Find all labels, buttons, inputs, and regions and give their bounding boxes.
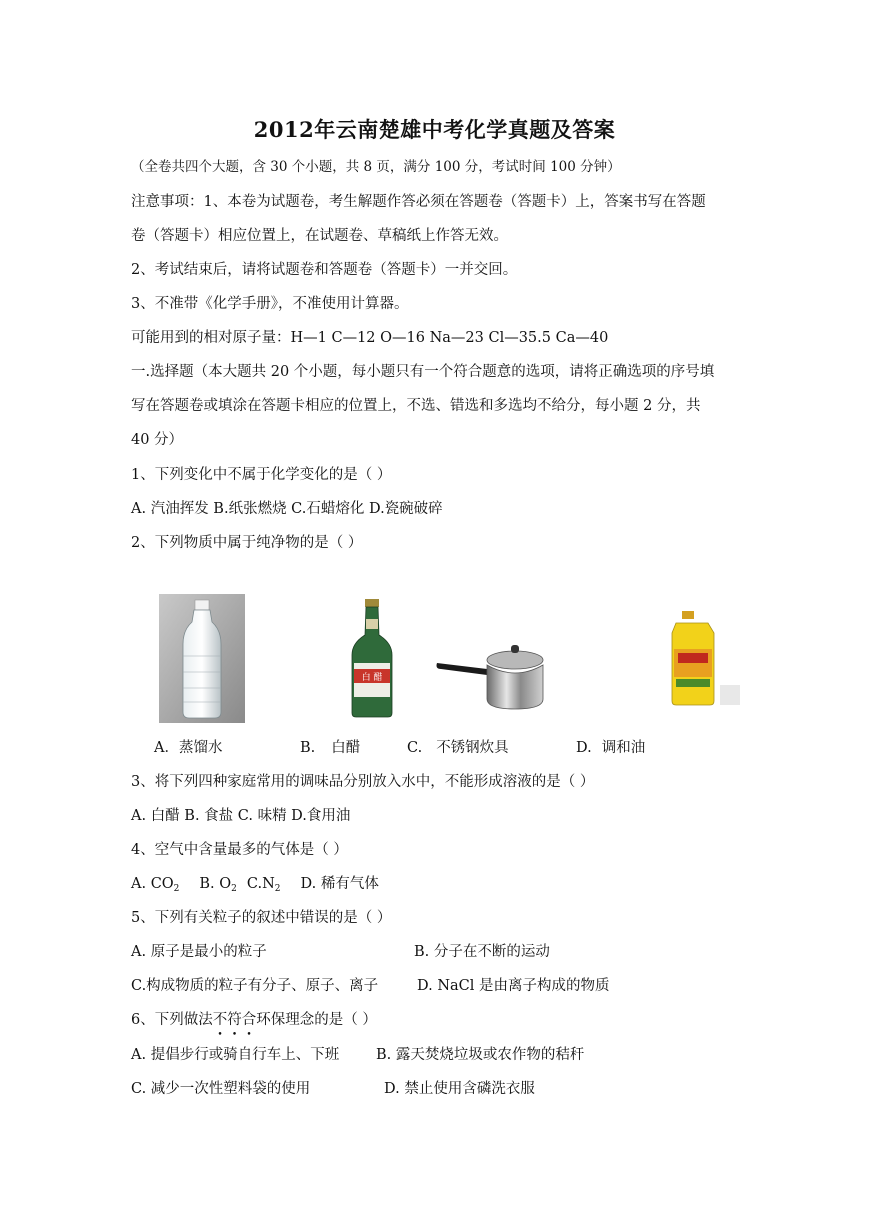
q2-option-c [407, 738, 509, 758]
q4-option-a: A. CO [131, 876, 174, 892]
vinegar-bottle-image [346, 597, 398, 719]
section1-line-3: 40 分） [131, 432, 184, 448]
q6-option-c: C. 减少一次性塑料袋的使用 [131, 1081, 311, 1097]
q4-option-a-sub: 2 [173, 884, 180, 894]
q4-stem: 4、空气中含量最多的气体是（ ） [131, 842, 348, 858]
q6-stem-emphasis-3: 合 [241, 1012, 257, 1028]
exam-info: （全卷共四个大题，含 30 个小题，共 8 页，满分 100 分，考试时间 100 分钟） [131, 159, 621, 175]
q2-option-b [300, 738, 360, 758]
water-bottle-image [159, 594, 245, 723]
svg-text:白 醋: 白 醋 [361, 673, 383, 683]
q4-option-b: B. O [199, 876, 232, 892]
q2-option-b-letter: B. [300, 740, 316, 756]
q2-option-a-text: 蒸馏水 [178, 740, 223, 756]
cooking-oil-image [668, 609, 740, 707]
q5-option-b: B. 分子在不断的运动 [414, 944, 550, 960]
q2-option-c-letter: C. [407, 740, 423, 756]
q2-option-d [576, 738, 645, 758]
q2-option-c-text: 不锈钢炊具 [436, 740, 509, 756]
atomic-masses: 可能用到的相对原子量：H—1 C—12 O—16 Na—23 Cl—35.5 Ca—40 [131, 330, 609, 346]
q2-option-a-letter: A． [154, 740, 179, 756]
q6-stem [131, 1010, 377, 1030]
q2-option-b-text: 白醋 [331, 740, 361, 756]
page-title: 2012年云南楚雄中考化学真题及答案 [253, 117, 616, 142]
saucepan-image [433, 639, 548, 713]
q4-option-c-sub: 2 [274, 884, 281, 894]
q5-stem: 5、下列有关粒子的叙述中错误的是（ ） [131, 910, 392, 926]
q2-option-d-letter: D. [576, 740, 592, 756]
section1-line-2: 写在答题卷或填涂在答题卡相应的位置上，不选、错选和多选均不给分，每小题 2 分，共 [131, 398, 701, 414]
notice-line-4: 3、不准带《化学手册》，不准使用计算器。 [131, 296, 409, 312]
q2-option-a [154, 738, 222, 758]
q4-option-d: D. 稀有气体 [300, 876, 379, 892]
notice-line-3: 2、考试结束后，请将试题卷和答题卷（答题卡）一并交回。 [131, 262, 518, 278]
notice-line-2: 卷（答题卡）相应位置上，在试题卷、草稿纸上作答无效。 [131, 228, 508, 244]
q5-option-d: D. NaCl 是由离子构成的物质 [417, 978, 610, 994]
q6-option-b: B. 露天焚烧垃圾或农作物的秸秆 [376, 1047, 585, 1063]
q2-stem: 2、下列物质中属于纯净物的是（ ） [131, 535, 363, 551]
notice-line-1: 注意事项：1、本卷为试题卷，考生解题作答必须在答题卷（答题卡）上，答案书写在答题 [131, 194, 706, 210]
q6-option-a: A. 提倡步行或骑自行车上、下班 [131, 1047, 340, 1063]
q4-options [131, 874, 379, 899]
q1-stem: 1、下列变化中不属于化学变化的是（ ） [131, 467, 392, 483]
q6-stem-pre: 6、下列做法 [131, 1012, 213, 1028]
q3-stem: 3、将下列四种家庭常用的调味品分别放入水中，不能形成溶液的是（ ） [131, 774, 595, 790]
q6-option-d: D. 禁止使用含磷洗衣服 [384, 1081, 535, 1097]
section1-line-1: 一.选择题（本大题共 20 个小题，每小题只有一个符合题意的选项，请将正确选项的序号填 [131, 364, 715, 380]
q5-option-a: A. 原子是最小的粒子 [131, 944, 267, 960]
q3-options: A. 白醋 B. 食盐 C. 味精 D.食用油 [131, 808, 351, 824]
q1-options: A. 汽油挥发 B.纸张燃烧 C.石蜡熔化 D.瓷碗破碎 [131, 501, 443, 517]
q4-option-b-sub: 2 [231, 884, 237, 894]
q4-option-c: C.N [246, 876, 275, 892]
q6-stem-emphasis-2: 符 [227, 1012, 242, 1028]
q6-stem-emphasis-1: 不 [212, 1012, 228, 1028]
q5-option-c: C.构成物质的粒子有分子、原子、离子 [131, 978, 379, 994]
q6-stem-post: 环保理念的是（ ） [256, 1012, 377, 1028]
q2-option-d-text: 调和油 [601, 740, 646, 756]
